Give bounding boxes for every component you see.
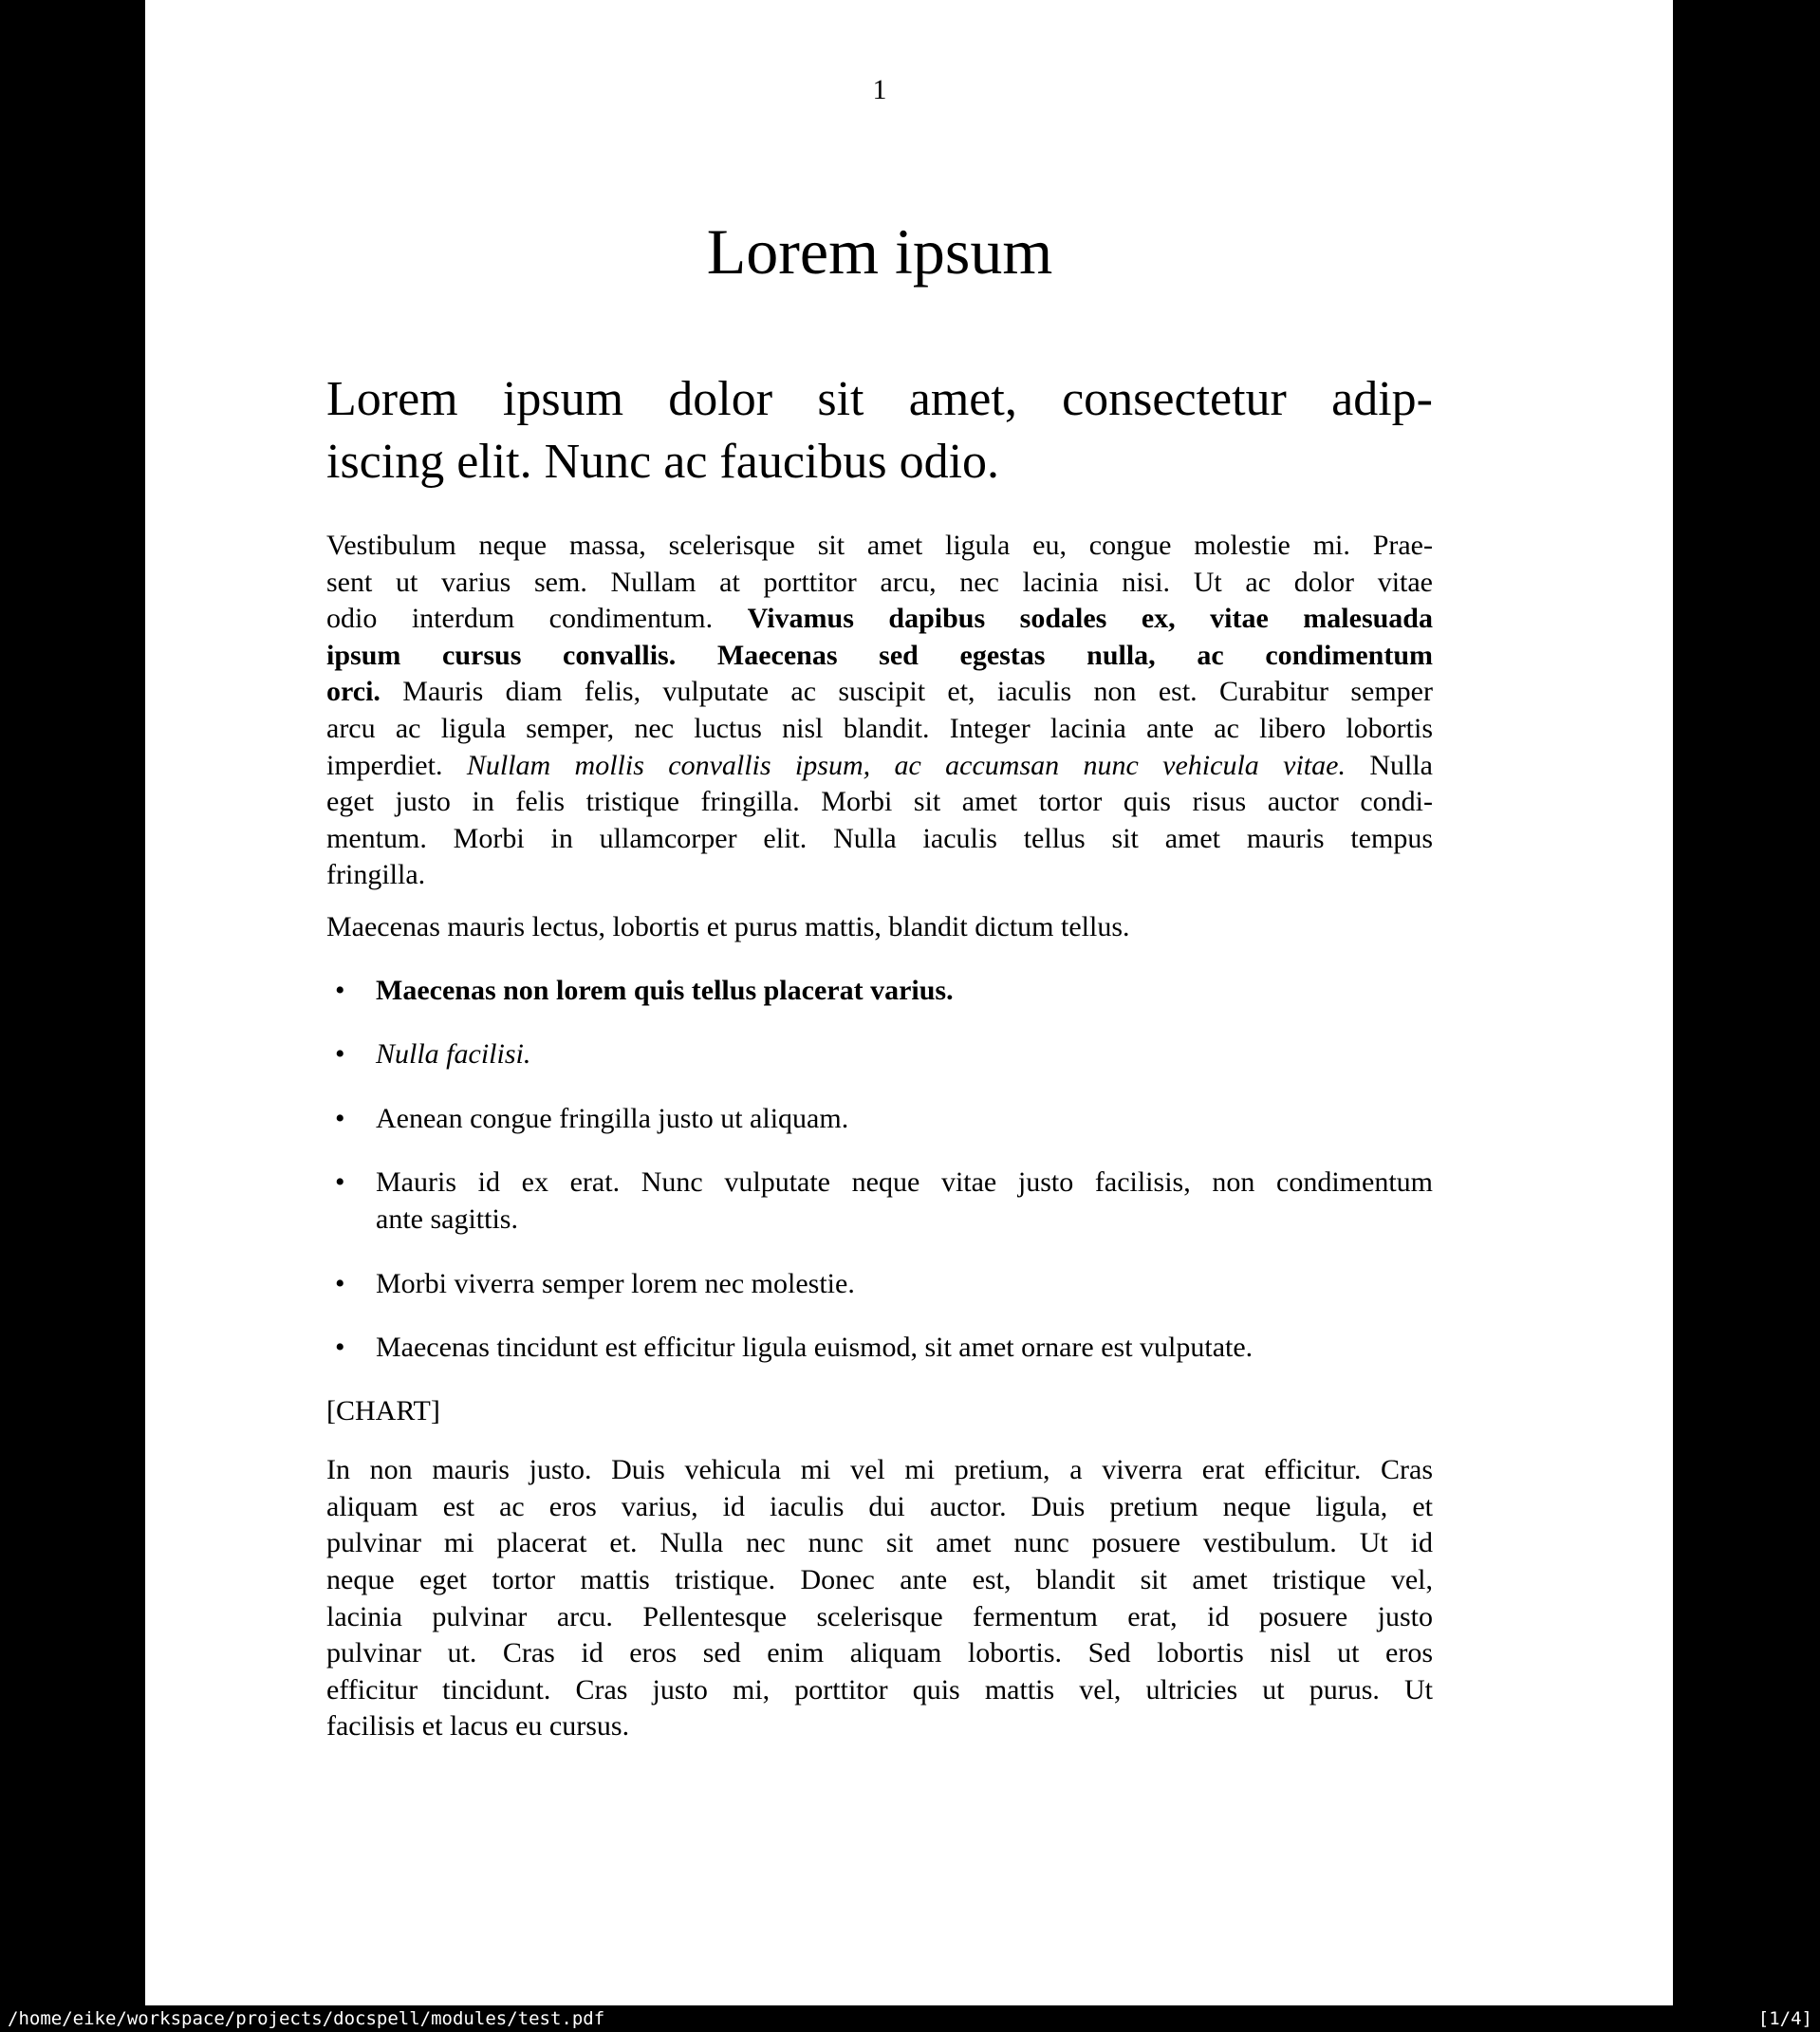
list-item [326, 1101, 1433, 1138]
status-file-path: /home/eike/workspace/projects/docspell/modules/test.pdf [8, 2008, 605, 2029]
status-page-indicator: [1/4] [1757, 2008, 1812, 2029]
status-bar [0, 2005, 1820, 2032]
list-item [326, 1036, 1433, 1073]
page-number: 1 [872, 74, 887, 105]
list-item-text: Maecenas tincidunt est efficitur ligula euismod, sit amet ornare est vulputate. [376, 1332, 1254, 1364]
chart-placeholder: [CHART] [326, 1394, 440, 1426]
list-item [326, 1330, 1433, 1367]
bullet-icon: • [335, 1038, 345, 1071]
list-item-text: Mauris id ex erat. Nunc vulputate neque vitae justo facilisis, non condimentum ante sagittis. [376, 1166, 1433, 1235]
bullet-icon: • [335, 1332, 345, 1364]
bullet-icon: • [335, 1102, 345, 1134]
list-item [326, 973, 1433, 1010]
list-item-text: Aenean congue fringilla justo ut aliquam. [376, 1102, 849, 1134]
list-item [326, 1266, 1433, 1303]
list-item-text: Nulla facilisi. [376, 1038, 531, 1071]
document-title: Lorem ipsum [706, 215, 1053, 288]
bullet-icon: • [335, 974, 345, 1006]
pdf-page [145, 0, 1673, 2005]
bullet-icon: • [335, 1267, 345, 1299]
bullet-icon: • [335, 1166, 345, 1199]
paragraph: Maecenas mauris lectus, lobortis et purus mattis, blandit dictum tellus. [326, 910, 1130, 942]
list-item [326, 1165, 1433, 1238]
section-heading: Lorem ipsum dolor sit amet, consectetur adip- iscing elit. Nunc ac faucibus odio. [326, 372, 1433, 489]
bullet-list [326, 973, 1433, 1367]
list-item-text: Morbi viverra semper lorem nec molestie. [376, 1267, 855, 1299]
page-content [326, 0, 1433, 1745]
paragraph: Vestibulum neque massa, scelerisque sit amet ligula eu, congue molestie mi. Prae- sent ut varius sem. Nullam at porttitor arcu, nec lacinia nisi. Ut ac dolor vitae odio interdum condimentum. Vivamus dapibus sodales ex, vitae malesuada ipsum cursus convallis. Maecenas sed egestas nulla, ac condimentum orci. Mauris diam felis, vulputate ac suscipit et, iaculis non est. Curabitur semper arcu ac ligula semper, nec luctus nisl blandit. Integer lacinia ante ac libero lobortis imperdiet. Nullam mollis convallis ipsum, ac accumsan nunc vehicula vitae. Nulla eget justo in felis tristique fringilla. Morbi sit amet tortor quis risus auctor condi- mentum. Morbi in ullamcorper elit. Nulla iaculis tellus sit amet mauris tempus fringilla. [326, 530, 1433, 891]
list-item-text: Maecenas non lorem quis tellus placerat varius. [376, 974, 954, 1006]
paragraph: In non mauris justo. Duis vehicula mi vel mi pretium, a viverra erat efficitur. Cras aliquam est ac eros varius, id iaculis dui auctor. Duis pretium neque ligula, et pulvinar mi placerat et. Nulla nec nunc sit amet nunc posuere vestibulum. Ut id neque eget tortor mattis tristique. Donec ante est, blandit sit amet tristique vel, lacinia pulvinar arcu. Pellentesque scelerisque fermentum erat, id posuere justo pulvinar ut. Cras id eros sed enim aliquam lobortis. Sed lobortis nisl ut eros efficitur tincidunt. Cras justo mi, porttitor quis mattis vel, ultricies ut purus. Ut facilisis et lacus eu cursus. [326, 1454, 1433, 1743]
